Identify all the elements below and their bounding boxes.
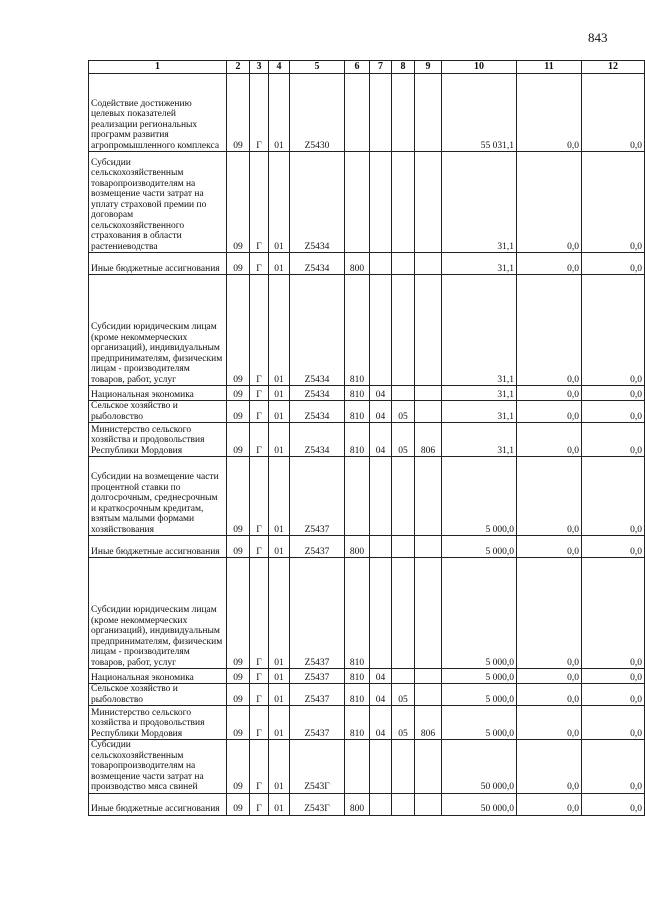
amount-cell: 0,0 xyxy=(517,457,582,536)
code-cell: Г xyxy=(250,74,269,152)
amount-cell: 0,0 xyxy=(517,740,582,794)
table-row xyxy=(89,386,645,401)
amount-cell: 0,0 xyxy=(582,706,645,740)
code-cell: Z5437 xyxy=(290,669,345,684)
code-cell: 04 xyxy=(370,669,392,684)
code-cell: 04 xyxy=(370,684,392,706)
code-cell: Z5434 xyxy=(290,401,345,423)
code-cell: 09 xyxy=(227,536,250,558)
code-cell xyxy=(345,740,370,794)
code-cell: Z5434 xyxy=(290,253,345,275)
code-cell xyxy=(392,275,415,386)
amount-cell: 0,0 xyxy=(517,558,582,669)
code-cell: Г xyxy=(250,558,269,669)
code-cell: 810 xyxy=(345,684,370,706)
row-name-cell: Субсидии юридическим лицам (кроме некоммерческих организаций), индивидуальным предпринимателям, физическим лицам - производителям товаров, работ, услуг xyxy=(89,558,227,669)
code-cell xyxy=(415,401,442,423)
amount-cell: 55 031,1 xyxy=(442,74,517,152)
code-cell xyxy=(392,386,415,401)
code-cell: Г xyxy=(250,669,269,684)
amount-cell: 0,0 xyxy=(582,669,645,684)
code-cell xyxy=(415,253,442,275)
code-cell: Г xyxy=(250,457,269,536)
code-cell: 09 xyxy=(227,253,250,275)
row-name-cell: Иные бюджетные ассигнования xyxy=(89,793,227,815)
code-cell xyxy=(370,152,392,253)
amount-cell: 0,0 xyxy=(582,152,645,253)
amount-cell: 0,0 xyxy=(517,536,582,558)
code-cell: 800 xyxy=(345,253,370,275)
code-cell: Г xyxy=(250,740,269,794)
code-cell: 04 xyxy=(370,401,392,423)
code-cell: 09 xyxy=(227,684,250,706)
code-cell: Г xyxy=(250,706,269,740)
code-cell: Г xyxy=(250,401,269,423)
amount-cell: 0,0 xyxy=(582,684,645,706)
table-row xyxy=(89,793,645,815)
code-cell xyxy=(392,558,415,669)
amount-cell: 31,1 xyxy=(442,275,517,386)
row-name-cell: Субсидии на возмещение части процентной ставки по долгосрочным, среднесрочным и краткосрочным кредитам, взятым малыми формами хозяйствования xyxy=(89,457,227,536)
code-cell: Г xyxy=(250,536,269,558)
column-header: 2 xyxy=(227,61,250,74)
amount-cell: 0,0 xyxy=(582,457,645,536)
code-cell: 810 xyxy=(345,401,370,423)
code-cell: Z5437 xyxy=(290,558,345,669)
amount-cell: 0,0 xyxy=(517,706,582,740)
row-name-cell: Иные бюджетные ассигнования xyxy=(89,253,227,275)
code-cell xyxy=(415,669,442,684)
code-cell xyxy=(392,793,415,815)
column-header: 12 xyxy=(582,61,645,74)
code-cell: 09 xyxy=(227,423,250,457)
table-header-row xyxy=(89,61,645,74)
code-cell xyxy=(392,253,415,275)
code-cell: 01 xyxy=(269,684,290,706)
table-row xyxy=(89,536,645,558)
code-cell: Z5434 xyxy=(290,152,345,253)
code-cell xyxy=(370,457,392,536)
amount-cell: 0,0 xyxy=(582,423,645,457)
amount-cell: 0,0 xyxy=(582,536,645,558)
column-header: 3 xyxy=(250,61,269,74)
code-cell xyxy=(415,740,442,794)
code-cell xyxy=(415,457,442,536)
column-header: 11 xyxy=(517,61,582,74)
amount-cell: 50 000,0 xyxy=(442,793,517,815)
amount-cell: 31,1 xyxy=(442,423,517,457)
column-header: 10 xyxy=(442,61,517,74)
amount-cell: 0,0 xyxy=(517,401,582,423)
amount-cell: 5 000,0 xyxy=(442,669,517,684)
amount-cell: 0,0 xyxy=(517,253,582,275)
code-cell: Z5437 xyxy=(290,684,345,706)
code-cell: 810 xyxy=(345,275,370,386)
code-cell: 810 xyxy=(345,386,370,401)
code-cell xyxy=(392,457,415,536)
code-cell: 01 xyxy=(269,74,290,152)
code-cell: 01 xyxy=(269,423,290,457)
code-cell: 09 xyxy=(227,558,250,669)
row-name-cell: Субсидии юридическим лицам (кроме некоммерческих организаций), индивидуальным предпринимателям, физическим лицам - производителям товаров, работ, услуг xyxy=(89,275,227,386)
code-cell xyxy=(392,536,415,558)
column-header: 6 xyxy=(345,61,370,74)
code-cell: Г xyxy=(250,253,269,275)
amount-cell: 0,0 xyxy=(517,74,582,152)
code-cell xyxy=(392,74,415,152)
code-cell: 01 xyxy=(269,558,290,669)
amount-cell: 0,0 xyxy=(582,793,645,815)
code-cell: 09 xyxy=(227,401,250,423)
page-number: 843 xyxy=(588,30,608,45)
code-cell: Z5437 xyxy=(290,706,345,740)
code-cell: 04 xyxy=(370,423,392,457)
table-row xyxy=(89,684,645,706)
code-cell: 806 xyxy=(415,706,442,740)
amount-cell: 5 000,0 xyxy=(442,706,517,740)
amount-cell: 0,0 xyxy=(517,793,582,815)
code-cell xyxy=(415,152,442,253)
code-cell xyxy=(415,275,442,386)
code-cell: 810 xyxy=(345,423,370,457)
amount-cell: 31,1 xyxy=(442,386,517,401)
code-cell xyxy=(392,152,415,253)
code-cell: 01 xyxy=(269,706,290,740)
code-cell: Z5437 xyxy=(290,457,345,536)
code-cell: 01 xyxy=(269,386,290,401)
code-cell: Г xyxy=(250,386,269,401)
table-row xyxy=(89,275,645,386)
amount-cell: 0,0 xyxy=(517,669,582,684)
code-cell xyxy=(370,536,392,558)
code-cell: 09 xyxy=(227,669,250,684)
table-row xyxy=(89,740,645,794)
row-name-cell: Иные бюджетные ассигнования xyxy=(89,536,227,558)
code-cell: 01 xyxy=(269,275,290,386)
row-name-cell: Национальная экономика xyxy=(89,669,227,684)
amount-cell: 0,0 xyxy=(517,386,582,401)
column-header: 4 xyxy=(269,61,290,74)
code-cell: Г xyxy=(250,275,269,386)
table-row xyxy=(89,253,645,275)
code-cell: Z5437 xyxy=(290,536,345,558)
table-row xyxy=(89,706,645,740)
code-cell: 04 xyxy=(370,706,392,740)
row-name-cell: Сельское хозяйство и рыболовство xyxy=(89,684,227,706)
column-header: 7 xyxy=(370,61,392,74)
code-cell: 09 xyxy=(227,457,250,536)
column-header: 5 xyxy=(290,61,345,74)
table-row xyxy=(89,74,645,152)
code-cell: 09 xyxy=(227,386,250,401)
code-cell: Z5430 xyxy=(290,74,345,152)
code-cell: 09 xyxy=(227,152,250,253)
code-cell: 09 xyxy=(227,74,250,152)
column-header: 1 xyxy=(89,61,227,74)
amount-cell: 0,0 xyxy=(582,740,645,794)
code-cell: 04 xyxy=(370,386,392,401)
code-cell: 01 xyxy=(269,401,290,423)
code-cell: 05 xyxy=(392,706,415,740)
amount-cell: 5 000,0 xyxy=(442,684,517,706)
code-cell: 800 xyxy=(345,536,370,558)
code-cell: Z5434 xyxy=(290,386,345,401)
amount-cell: 5 000,0 xyxy=(442,558,517,669)
code-cell: 800 xyxy=(345,793,370,815)
code-cell xyxy=(415,684,442,706)
code-cell xyxy=(345,457,370,536)
code-cell: Г xyxy=(250,684,269,706)
table-row xyxy=(89,423,645,457)
amount-cell: 5 000,0 xyxy=(442,457,517,536)
code-cell: 05 xyxy=(392,423,415,457)
code-cell: 810 xyxy=(345,669,370,684)
code-cell xyxy=(370,558,392,669)
row-name-cell: Министерство сельского хозяйства и продовольствия Республики Мордовия xyxy=(89,423,227,457)
column-header: 9 xyxy=(415,61,442,74)
code-cell: Z5434 xyxy=(290,275,345,386)
code-cell: 01 xyxy=(269,536,290,558)
code-cell: 01 xyxy=(269,152,290,253)
row-name-cell: Субсидии сельскохозяйственным товаропроизводителям на возмещение части затрат на производство мяса свиней xyxy=(89,740,227,794)
table-row xyxy=(89,457,645,536)
code-cell: 09 xyxy=(227,793,250,815)
amount-cell: 31,1 xyxy=(442,152,517,253)
code-cell xyxy=(415,558,442,669)
amount-cell: 0,0 xyxy=(582,401,645,423)
code-cell: Г xyxy=(250,423,269,457)
code-cell: 01 xyxy=(269,253,290,275)
amount-cell: 31,1 xyxy=(442,401,517,423)
table-row xyxy=(89,669,645,684)
row-name-cell: Сельское хозяйство и рыболовство xyxy=(89,401,227,423)
code-cell xyxy=(370,253,392,275)
amount-cell: 0,0 xyxy=(517,684,582,706)
code-cell: 09 xyxy=(227,275,250,386)
code-cell: 01 xyxy=(269,669,290,684)
code-cell xyxy=(370,793,392,815)
code-cell xyxy=(392,740,415,794)
table-row xyxy=(89,558,645,669)
table-row xyxy=(89,401,645,423)
row-name-cell: Субсидии сельскохозяйственным товаропроизводителям на возмещение части затрат на уплату страховой премии по договорам сельскохозяйственного страхования в области растениеводства xyxy=(89,152,227,253)
code-cell xyxy=(370,275,392,386)
row-name-cell: Национальная экономика xyxy=(89,386,227,401)
amount-cell: 0,0 xyxy=(582,386,645,401)
column-header: 8 xyxy=(392,61,415,74)
code-cell xyxy=(345,74,370,152)
table-row xyxy=(89,152,645,253)
amount-cell: 0,0 xyxy=(582,253,645,275)
code-cell: 05 xyxy=(392,401,415,423)
code-cell: Z543Г xyxy=(290,793,345,815)
code-cell: Z543Г xyxy=(290,740,345,794)
code-cell xyxy=(415,793,442,815)
code-cell xyxy=(370,740,392,794)
code-cell: Г xyxy=(250,152,269,253)
budget-table xyxy=(88,60,645,816)
code-cell xyxy=(415,74,442,152)
code-cell xyxy=(415,386,442,401)
amount-cell: 0,0 xyxy=(582,275,645,386)
amount-cell: 50 000,0 xyxy=(442,740,517,794)
amount-cell: 5 000,0 xyxy=(442,536,517,558)
code-cell xyxy=(370,74,392,152)
row-name-cell: Содействие достижению целевых показателей реализации региональных программ развития агропромышленного комплекса xyxy=(89,74,227,152)
amount-cell: 31,1 xyxy=(442,253,517,275)
amount-cell: 0,0 xyxy=(517,152,582,253)
amount-cell: 0,0 xyxy=(582,74,645,152)
code-cell: 806 xyxy=(415,423,442,457)
code-cell: 810 xyxy=(345,706,370,740)
amount-cell: 0,0 xyxy=(517,275,582,386)
amount-cell: 0,0 xyxy=(517,423,582,457)
code-cell: Z5434 xyxy=(290,423,345,457)
code-cell xyxy=(345,152,370,253)
code-cell xyxy=(415,536,442,558)
code-cell: Г xyxy=(250,793,269,815)
code-cell xyxy=(392,669,415,684)
code-cell: 09 xyxy=(227,740,250,794)
code-cell: 01 xyxy=(269,740,290,794)
code-cell: 05 xyxy=(392,684,415,706)
code-cell: 01 xyxy=(269,457,290,536)
code-cell: 810 xyxy=(345,558,370,669)
amount-cell: 0,0 xyxy=(582,558,645,669)
code-cell: 01 xyxy=(269,793,290,815)
code-cell: 09 xyxy=(227,706,250,740)
row-name-cell: Министерство сельского хозяйства и продовольствия Республики Мордовия xyxy=(89,706,227,740)
